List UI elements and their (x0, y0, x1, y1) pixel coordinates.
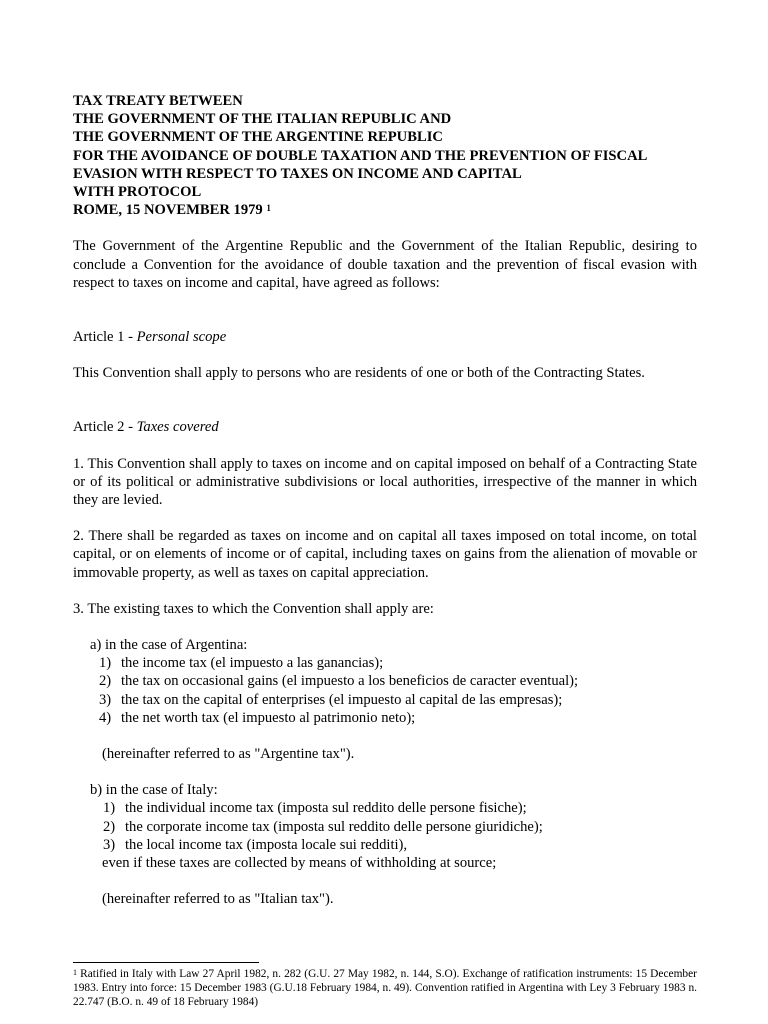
title-line: EVASION WITH RESPECT TO TAXES ON INCOME AND CAPITAL (73, 165, 522, 182)
list-item: 2) the tax on occasional gains (el impuesto a los beneficios de caracter eventual); (99, 673, 579, 690)
article-2-title: Taxes covered (136, 419, 219, 436)
article-1-number: Article 1 - (73, 329, 137, 346)
article-2-heading (73, 418, 697, 436)
title-line: FOR THE AVOIDANCE OF DOUBLE TAXATION AND THE PREVENTION OF FISCAL (73, 147, 648, 164)
italian-tax-definition: (hereinafter referred to as "Italian tax"). (102, 891, 334, 908)
argentine-tax-definition: (hereinafter referred to as "Argentine tax"). (102, 746, 355, 763)
preamble: The Government of the Argentine Republic and the Government of the Italian Republic, desiring to conclude a Convention for the avoidance of double taxation and the prevention of fiscal evasion with respect to taxes on income and capital, have agreed as follows: (73, 238, 697, 291)
argentina-intro: a) in the case of Argentina: (90, 637, 248, 654)
title-line: THE GOVERNMENT OF THE ITALIAN REPUBLIC AND (73, 111, 452, 128)
italy-tax-list (73, 799, 697, 854)
withholding-note: even if these taxes are collected by means of withholding at source; (102, 855, 497, 872)
argentina-tax-list (73, 654, 697, 727)
article-2-paragraph-3: 3. The existing taxes to which the Convention shall apply are: (73, 600, 434, 617)
footnote-reference: 1 (266, 203, 271, 214)
footnote-marker: 1 (73, 968, 77, 977)
footnote-text: Ratified in Italy with Law 27 April 1982, n. 282 (G.U. 27 May 1982, n. 144, S.O). Exchange of ratification instruments: 15 December 1983. Entry into force: 15 December 1983 (G.U.18 February 1984, n. 49). Convention ratified in Argentina with Ley 3 February 1983 n. 22.747 (B.O. n. 49 of 18 February 1984) (73, 968, 697, 1009)
list-item: 1) the individual income tax (imposta sul reddito delle persone fisiche); (103, 800, 527, 817)
footnote-separator (73, 962, 259, 963)
list-item: 2) the corporate income tax (imposta sul reddito delle persone giuridiche); (103, 818, 543, 835)
italy-intro: b) in the case of Italy: (90, 782, 218, 799)
article-2-paragraph-1: 1. This Convention shall apply to taxes on income and on capital imposed on behalf of a Contracting State or of its political or administrative subdivisions or local authorities, irrespective of the manner in which they are levied. (73, 455, 697, 509)
document-page (73, 92, 697, 909)
title-line: TAX TREATY BETWEEN (73, 93, 243, 109)
document-title (73, 92, 697, 219)
article-1-text: This Convention shall apply to persons who are residents of one or both of the Contracting States. (73, 365, 645, 382)
article-1-title: Personal scope (136, 329, 227, 346)
footnote (73, 967, 697, 1010)
list-item: 3) the tax on the capital of enterprises (el impuesto al capital de las empresas); (99, 691, 563, 708)
title-line: WITH PROTOCOL (73, 184, 202, 201)
list-item: 4) the net worth tax (el impuesto al patrimonio neto); (99, 709, 416, 726)
article-1-heading (73, 328, 697, 346)
title-line: THE GOVERNMENT OF THE ARGENTINE REPUBLIC (73, 129, 443, 146)
title-date: ROME, 15 NOVEMBER 1979 (73, 202, 263, 219)
list-item: 1) the income tax (el impuesto a las ganancias); (99, 655, 384, 672)
article-2-number: Article 2 - (73, 419, 137, 436)
title-date-line (73, 201, 697, 219)
article-2-paragraph-2: 2. There shall be regarded as taxes on income and on capital all taxes imposed on total income, on total capital, or on elements of income or of capital, including taxes on gains from the alienation of movable or immovable property, as well as taxes on capital appreciation. (73, 528, 697, 581)
list-item: 3) the local income tax (imposta locale sui redditi), (103, 836, 408, 853)
